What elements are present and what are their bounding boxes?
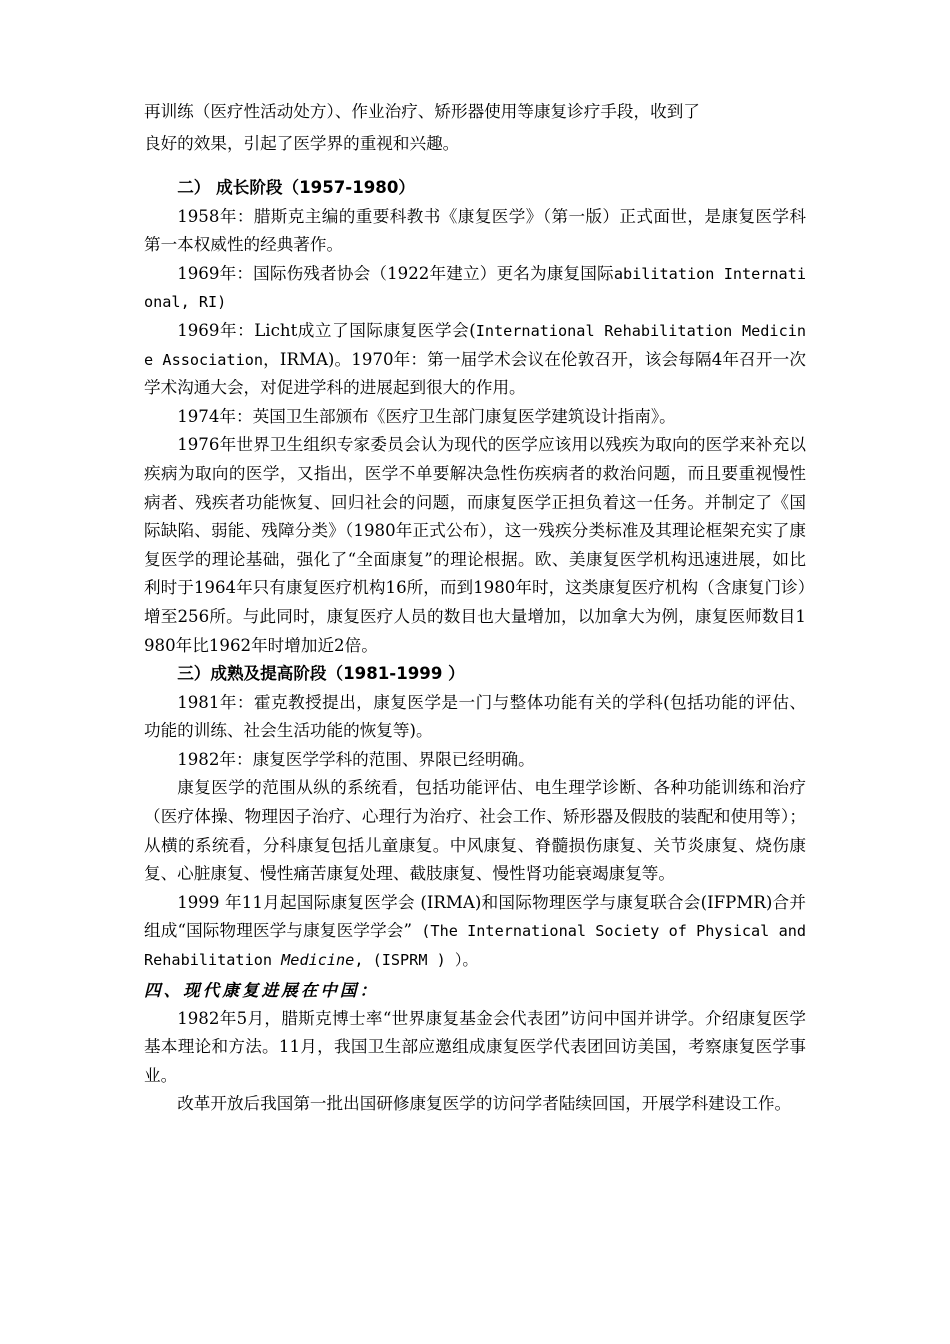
- paragraph-reform-scholars: 改革开放后我国第一批出国研修康复医学的访问学者陆续回国，开展学科建设工作。: [177, 1094, 792, 1114]
- paragraph-text: 良好的效果，引起了医学界的重视和兴趣。: [144, 134, 460, 153]
- paragraph-1974: 1974年：英国卫生部颁布《医疗卫生部门康复医学建筑设计指南》。: [177, 406, 676, 426]
- section-heading-maturity-stage: 三）成熟及提高阶段（1981-1999 ）: [177, 664, 465, 684]
- paragraph-text: 再训练（医疗性活动处方）、作业治疗、矫形器使用等康复诊疗手段，收到了: [144, 102, 700, 121]
- paragraph-text-latin: abilitation International, RI): [144, 264, 806, 312]
- paragraph-text: 1999 年11月起国际康复医学会 (IRMA)和国际物理医学与康复联合会(IFPMR)合并组成“国际物理医学与康复医学学会”: [144, 892, 806, 941]
- paragraph-retraining: [144, 96, 806, 160]
- paragraph-1999-isprm: [144, 889, 806, 975]
- paragraph-text-latin: , (ISPRM ) ）。: [354, 951, 478, 970]
- paragraph-1982-rusk-visit: 1982年5月，腊斯克博士率“世界康复基金会代表团”访问中国并讲学。介绍康复医学基本理论和方法。11月，我国卫生部应邀组成康复医学代表团回访美国，考察康复医学事业。: [144, 1008, 806, 1085]
- section-heading-china: 四、现代康复进展在中国：: [144, 979, 380, 1000]
- paragraph-1982: 1982年：康复医学学科的范围、界限已经明确。: [177, 749, 535, 769]
- paragraph-text: ，IRMA)。1970年：第一届学术会议在伦敦召开，该会每隔4年召开一次学术沟通大会，对促进学科的进展起到很大的作用。: [144, 349, 806, 398]
- paragraph-1969-irma: [144, 317, 806, 403]
- paragraph-text-latin: (The International Society of Physical and Rehabilitation: [144, 922, 806, 970]
- paragraph-text-italic: Medicine: [281, 951, 355, 970]
- paragraph-text-latin: International Rehabilitation Medicine Association: [144, 321, 806, 369]
- paragraph-1976-who: 1976年世界卫生组织专家委员会认为现代的医学应该用以残疾为取向的医学来补充以疾病为取向的医学，又指出，医学不单要解决急性伤疾病者的救治问题，而且要重视慢性病者、残疾者功能恢复、回归社会的问题，而康复医学正担负着这一任务。并制定了《国际缺陷、弱能、残障分类》（1980年正式公布），这一残疾分类标准及其理论框架充实了康复医学的理论基础，强化了“全面康复”的理论根据。欧、美康复医学机构迅速进展，如比利时于1964年只有康复医疗机构16所，而到1980年时，这类康复医疗机构（含康复门诊）增至256所。与此同时，康复医疗人员的数目也大量增加，以加拿大为例，康复医师数目1980年比1962年时增加近2倍。: [144, 435, 806, 655]
- paragraph-text: 1969年：Licht成立了国际康复医学会(: [177, 320, 476, 340]
- paragraph-1958: 1958年：腊斯克主编的重要科教书《康复医学》（第一版）正式面世，是康复医学科第一本权威性的经典著作。: [144, 206, 806, 255]
- paragraph-1981: 1981年：霍克教授提出，康复医学是一门与整体功能有关的学科(包括功能的评估、功能的训练、社会生活功能的恢复等)。: [144, 692, 806, 741]
- paragraph-scope: 康复医学的范围从纵的系统看，包括功能评估、电生理学诊断、各种功能训练和治疗（医疗体操、物理因子治疗、心理行为治疗、社会工作、矫形器及假肢的装配和使用等）；从横的系统看，分科康复包括儿童康复。中风康复、脊髓损伤康复、关节炎康复、烧伤康复、心脏康复、慢性痛苦康复处理、截肢康复、慢性肾功能衰竭康复等。: [144, 778, 806, 884]
- paragraph-1969-ri: [144, 260, 806, 317]
- section-heading-growth-stage: 二） 成长阶段（1957-1980）: [177, 178, 415, 197]
- paragraph-text: 1969年：国际伤残者协会（1922年建立）更名为康复国际: [177, 263, 614, 283]
- document-page: [144, 96, 806, 1119]
